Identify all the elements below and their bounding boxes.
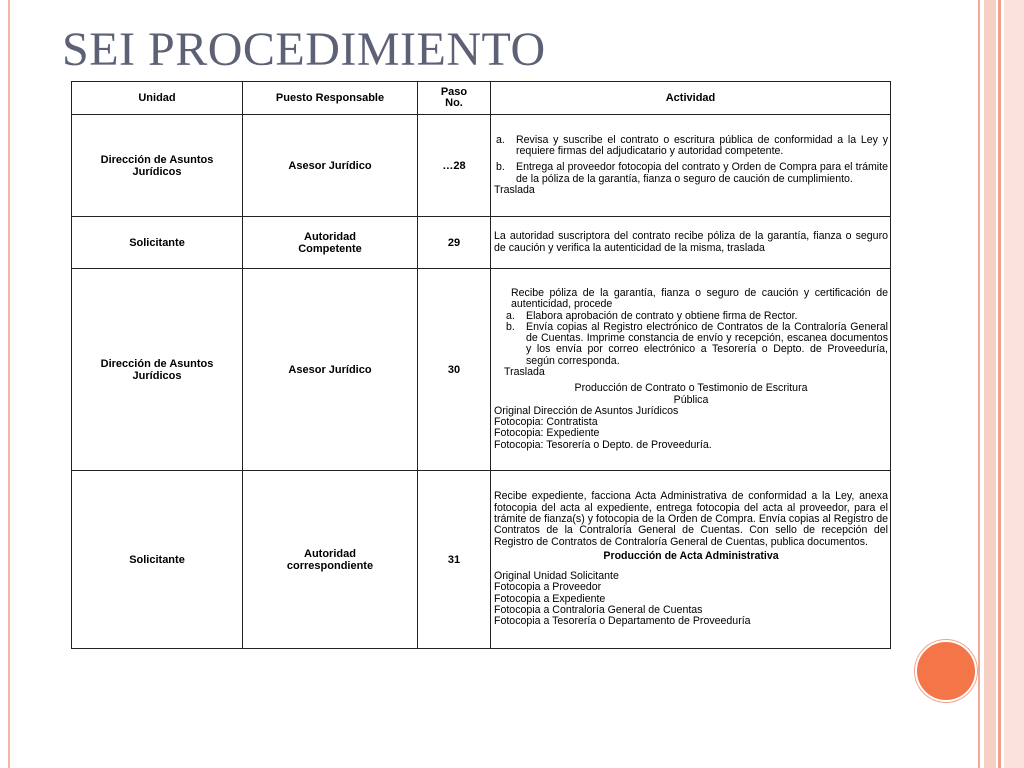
cell-unidad	[72, 269, 243, 471]
cell-paso: 29	[418, 217, 491, 269]
table-row	[72, 115, 891, 217]
cell-puesto	[243, 471, 418, 649]
copy-line: Original Unidad Solicitante	[494, 570, 619, 583]
header-paso	[418, 82, 491, 115]
cell-puesto: Asesor Jurídico	[243, 269, 418, 471]
right-decorative-stripes	[978, 0, 1024, 768]
unidad-line: Jurídicos	[132, 165, 182, 178]
activity-intro: Recibe póliza de la garantía, fianza o seguro de caución y certificación de autenticidad, procede	[511, 286, 888, 311]
copy-line: Fotocopia a Tesorería o Departamento de Proveeduría	[494, 615, 751, 628]
cell-paso: …28	[418, 115, 491, 217]
item-marker: a.	[506, 309, 515, 322]
unidad-line: Dirección de Asuntos	[100, 153, 214, 166]
activity-text: La autoridad suscriptora del contrato recibe póliza de la garantía, fianza o seguro de caución y verifica la autenticidad de la misma, traslada	[494, 230, 888, 254]
item-text: Revisa y suscribe el contrato o escritura pública de conformidad a la Ley y requiere firmas del adjudicatario y autoridad competente.	[516, 133, 888, 158]
copy-line: Original Dirección de Asuntos Jurídicos	[494, 404, 679, 417]
header-paso-l2: No.	[445, 97, 463, 109]
left-decorative-rule	[8, 0, 10, 768]
unidad-line: Jurídicos	[132, 369, 182, 382]
activity-tail: Traslada	[494, 183, 535, 196]
item-text: Elabora aprobación de contrato y obtiene firma de Rector.	[526, 309, 798, 322]
cell-paso: 30	[418, 269, 491, 471]
cell-actividad	[491, 217, 891, 269]
puesto-line: Autoridad	[304, 230, 356, 243]
procedure-table	[71, 81, 891, 649]
cell-puesto: Asesor Jurídico	[243, 115, 418, 217]
item-text: Entrega al proveedor fotocopia del contrato y Orden de Compra para el trámite de la póliza de la garantía, fianza o seguro de caución de cumplimiento.	[516, 161, 888, 185]
table-row	[72, 269, 891, 471]
unidad-line: Dirección de Asuntos	[100, 357, 214, 370]
copy-line: Fotocopia a Proveedor	[494, 581, 602, 594]
cell-actividad	[491, 471, 891, 649]
produccion-heading	[494, 383, 888, 406]
copy-line: Fotocopia: Tesorería o Depto. de Proveeduría.	[494, 438, 712, 451]
cell-paso: 31	[418, 471, 491, 649]
produccion-line: Pública	[673, 393, 709, 406]
slide-title: SEI PROCEDIMIENTO	[62, 23, 546, 76]
item-marker: a.	[496, 133, 505, 146]
table-header-row	[72, 82, 891, 115]
table-row	[72, 217, 891, 269]
copy-line: Fotocopia: Expediente	[494, 427, 600, 440]
activity-item	[494, 135, 888, 158]
copy-line: Fotocopia a Expediente	[494, 592, 606, 605]
puesto-line: Competente	[298, 242, 362, 255]
copy-line: Fotocopia: Contratista	[494, 416, 598, 429]
cell-puesto	[243, 217, 418, 269]
produccion-line: Producción de Contrato o Testimonio de Escritura	[574, 382, 808, 395]
puesto-line: correspondiente	[286, 559, 374, 572]
cell-actividad	[491, 115, 891, 217]
activity-item	[494, 162, 888, 185]
item-text: Envía copias al Registro electrónico de Contratos de la Contraloría General de Cuentas. Imprime constancia de envío y recepción, escanea documentos y los envía por correo electrónico a Tesorería o Depto. de Proveeduría, según corresponda.	[526, 320, 888, 367]
puesto-line: Autoridad	[304, 547, 356, 560]
produccion-heading: Producción de Acta Administrativa	[603, 549, 779, 562]
header-paso-l1: Paso	[440, 86, 468, 98]
activity-item	[494, 322, 888, 367]
cell-unidad: Solicitante	[72, 217, 243, 269]
accent-circle	[915, 640, 977, 702]
table-row	[72, 471, 891, 649]
activity-text: Recibe expediente, facciona Acta Administrativa de conformidad a la Ley, anexa fotocopia del acta al expediente, entrega fotocopia del acta al proveedor, para el trámite de fianza(s) y fotocopia de la Orden de Compra. Envía copias al Registro de Contratos de la Contraloría General de Cuentas. Con sello de recepción del Registro de Contratos de Contraloría General de Cuentas, publica documentos.	[494, 490, 888, 548]
cell-actividad	[491, 269, 891, 471]
cell-unidad	[72, 115, 243, 217]
copy-line: Fotocopia a Contraloría General de Cuentas	[494, 604, 703, 617]
header-puesto: Puesto Responsable	[243, 82, 418, 115]
item-marker: b.	[496, 161, 505, 174]
activity-tail: Traslada	[504, 366, 545, 378]
item-marker: b.	[506, 320, 515, 333]
cell-unidad: Solicitante	[72, 471, 243, 649]
header-actividad: Actividad	[491, 82, 891, 115]
header-unidad: Unidad	[72, 82, 243, 115]
